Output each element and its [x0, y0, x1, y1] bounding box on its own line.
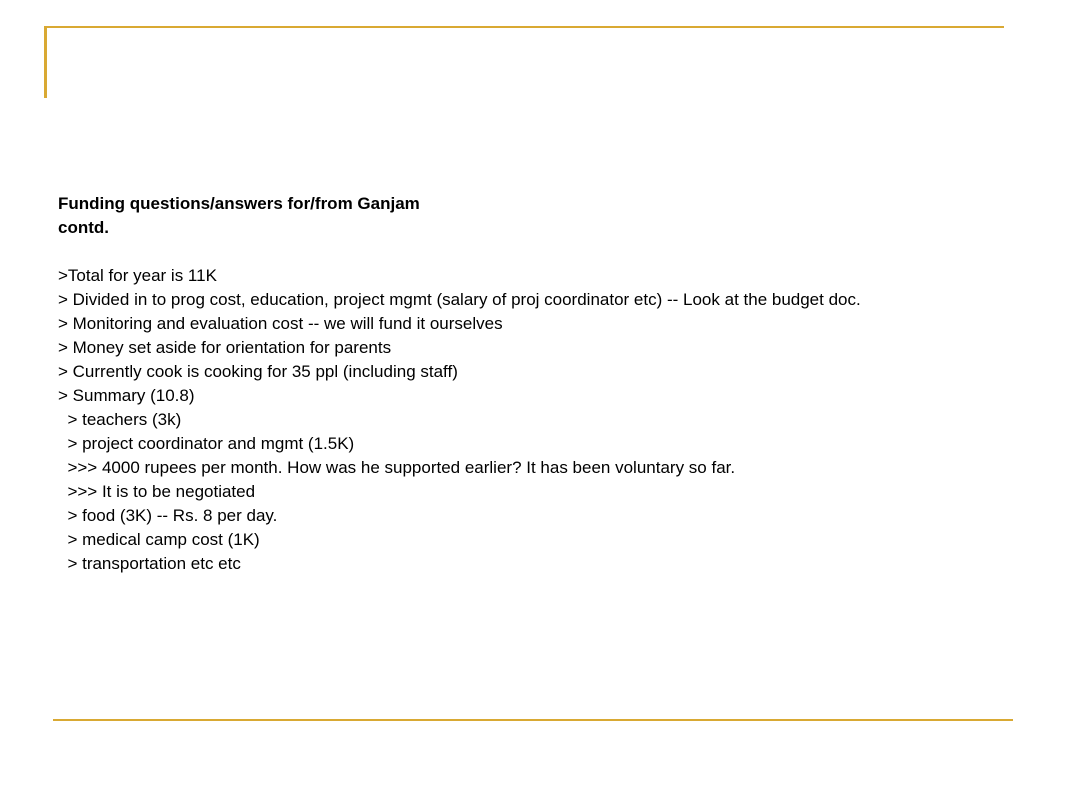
bottom-accent-rule: [53, 719, 1013, 721]
left-accent-rule: [44, 26, 47, 98]
note-line-coordinator: > project coordinator and mgmt (1.5K): [58, 434, 355, 453]
top-accent-rule: [44, 26, 1004, 28]
note-line-rupees: >>> 4000 rupees per month. How was he supported earlier? It has been voluntary so far.: [58, 458, 736, 477]
note-line-transportation: > transportation etc etc: [58, 554, 241, 573]
note-line-teachers: > teachers (3k): [58, 410, 182, 429]
note-line-orientation: > Money set aside for orientation for parents: [58, 338, 392, 357]
note-line-negotiated: >>> It is to be negotiated: [58, 482, 256, 501]
paragraph-spacer: [58, 240, 1018, 264]
slide-body: [58, 192, 1018, 576]
note-line-monitoring: > Monitoring and evaluation cost -- we will fund it ourselves: [58, 314, 503, 333]
note-line-total: >Total for year is 11K: [58, 266, 217, 285]
note-line-summary: > Summary (10.8): [58, 386, 195, 405]
slide-title-line-1: Funding questions/answers for/from Ganjam: [58, 194, 420, 213]
note-line-food: > food (3K) -- Rs. 8 per day.: [58, 506, 278, 525]
note-line-divided: > Divided in to prog cost, education, project mgmt (salary of proj coordinator etc) -- Look at the budget doc.: [58, 290, 861, 309]
note-line-cook: > Currently cook is cooking for 35 ppl (including staff): [58, 362, 458, 381]
note-line-medical: > medical camp cost (1K): [58, 530, 260, 549]
slide-title-line-2: contd.: [58, 218, 109, 237]
slide-title: [58, 192, 1018, 240]
